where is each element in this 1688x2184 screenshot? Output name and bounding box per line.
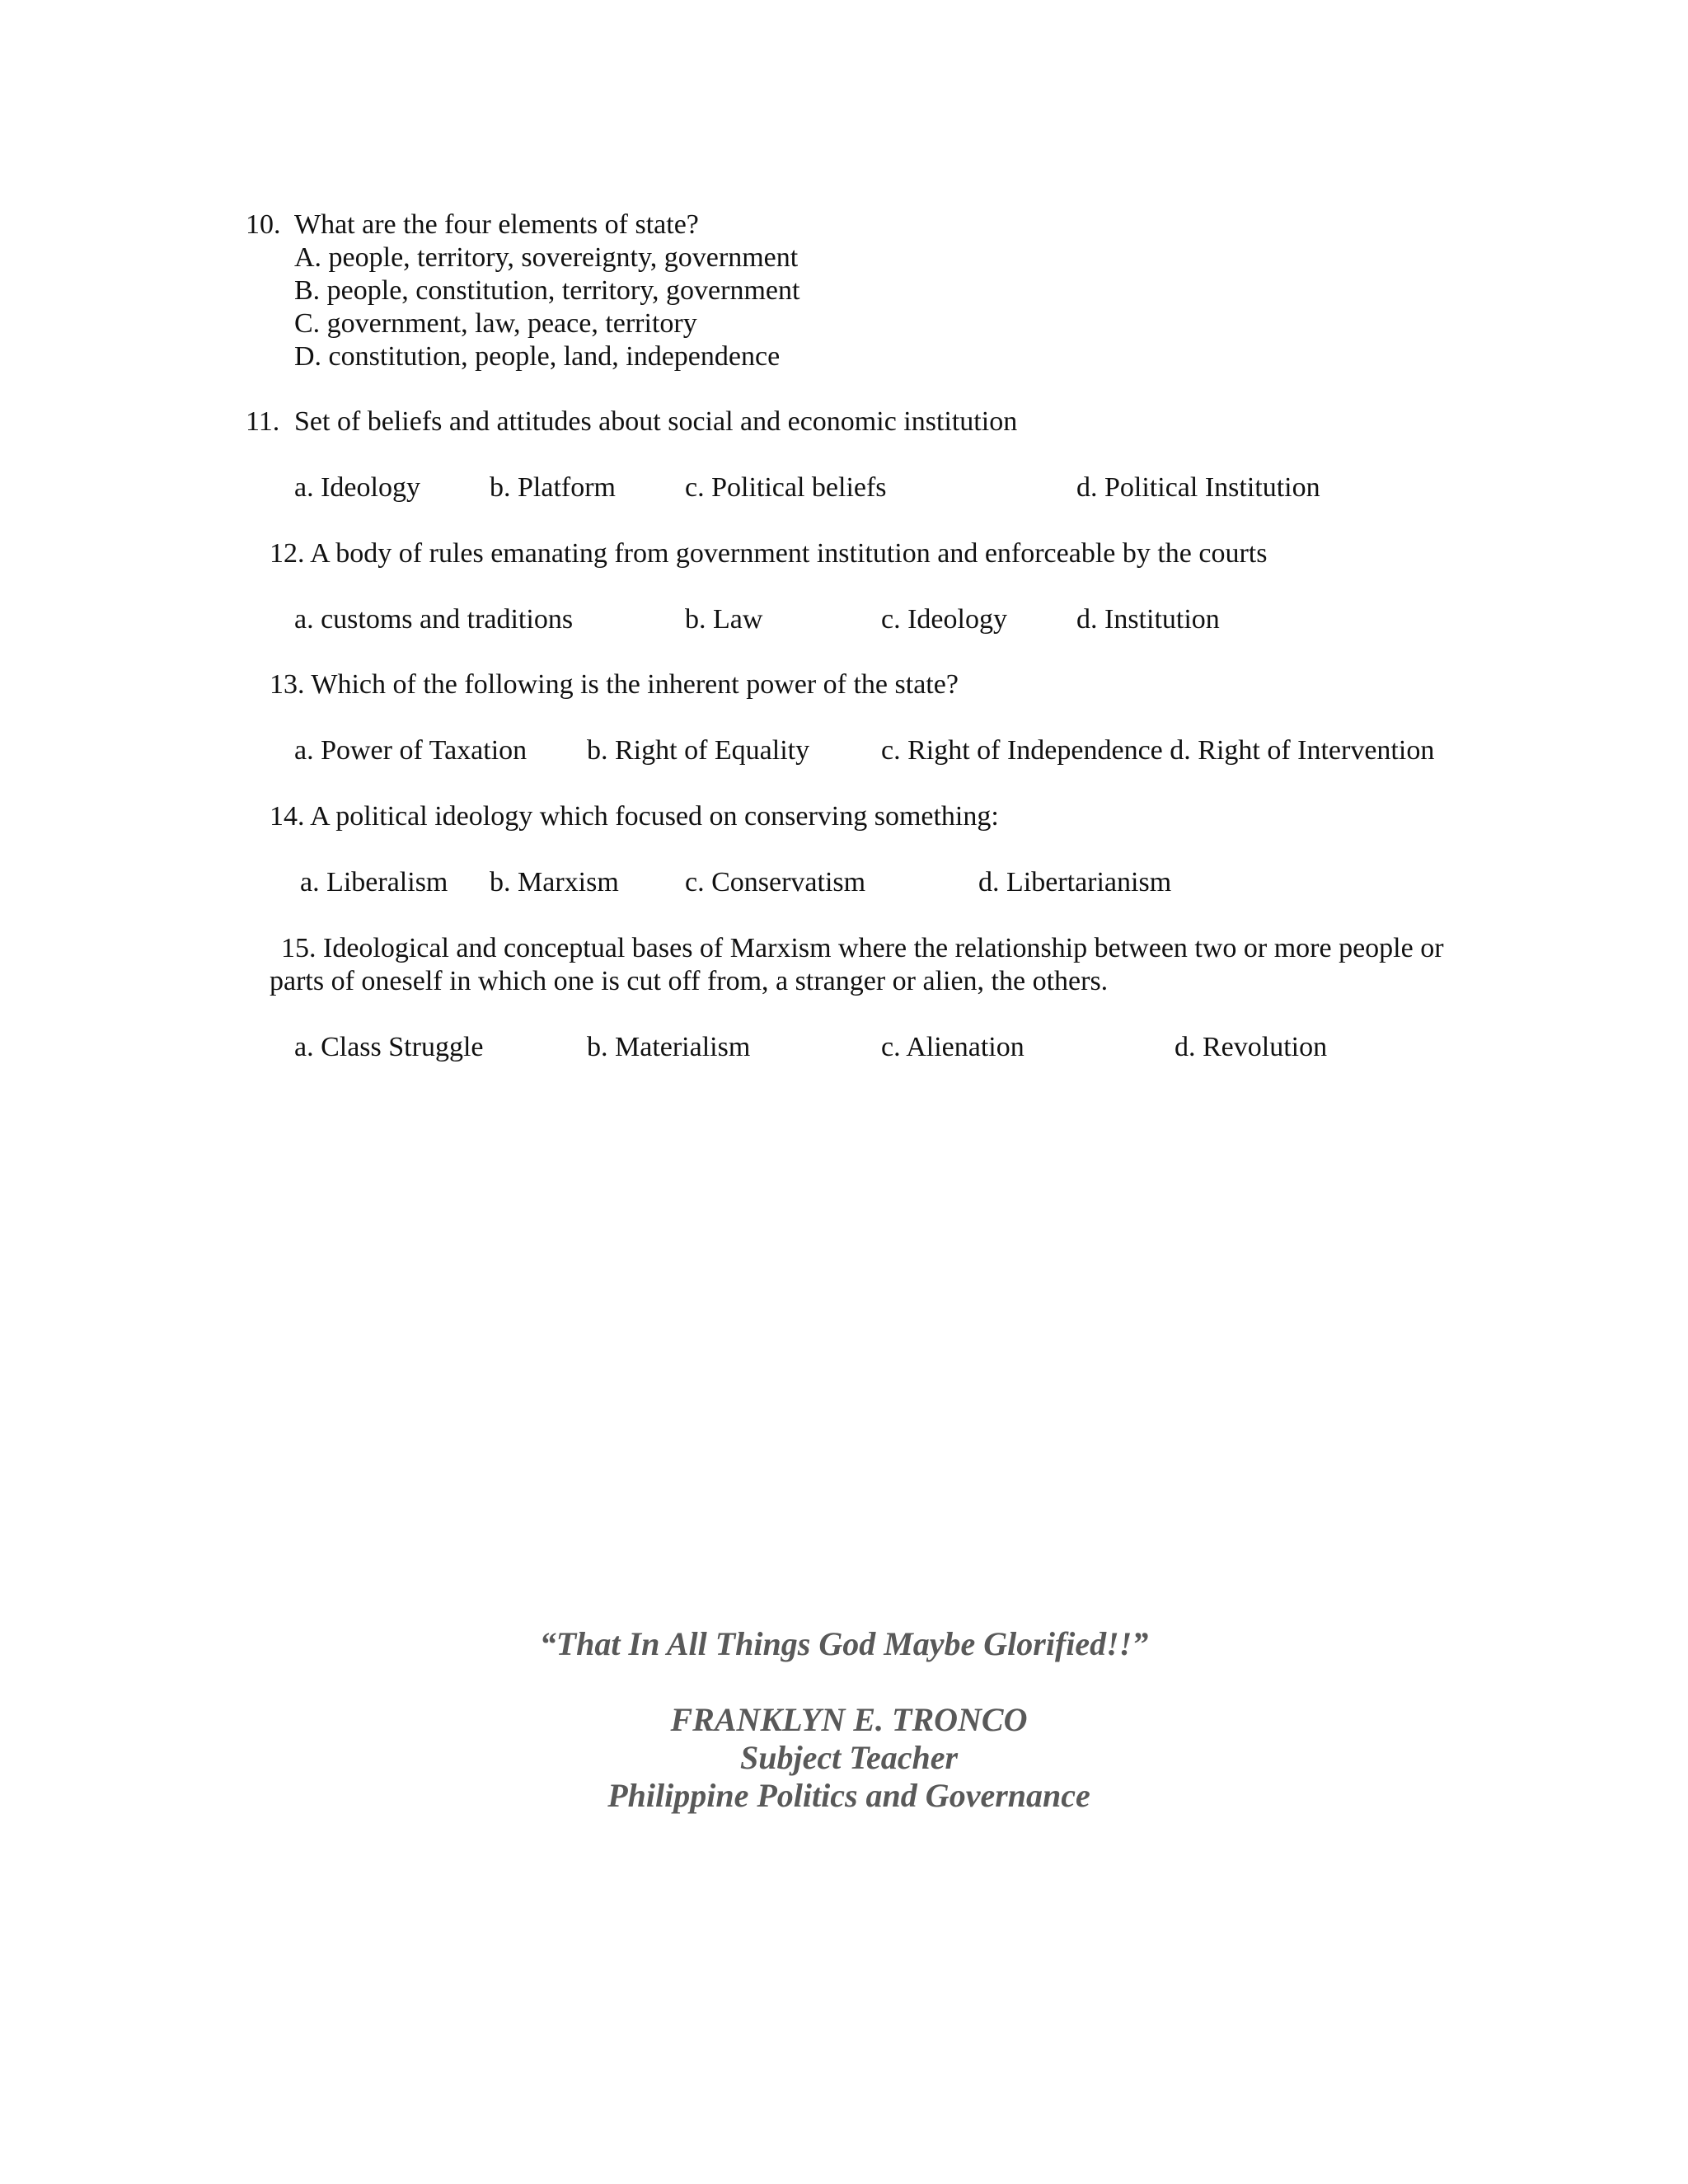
choice-a: a. Liberalism (300, 867, 448, 898)
choice-b: b. Materialism (587, 1032, 751, 1062)
teacher-name: FRANKLYN E. TRONCO (670, 1701, 1028, 1738)
choice-d: d. Institution (1076, 604, 1220, 635)
choice-a: a. customs and traditions (294, 604, 574, 635)
choice-c: C. government, law, peace, territory (294, 308, 697, 339)
question-number: 11. (246, 406, 280, 437)
choice-c: c. Conservatism (685, 867, 866, 898)
choice-d: d. Political Institution (1076, 472, 1320, 503)
choice-c: c. Ideology (881, 604, 1007, 635)
choice-b: b. Marxism (490, 867, 619, 898)
choice-a: a. Power of Taxation (294, 735, 528, 766)
choice-c: c. Political beliefs (685, 472, 887, 503)
question-number: 10. (246, 209, 281, 240)
choice-b: b. Right of Equality (587, 735, 810, 766)
choice-c: c. Alienation (881, 1032, 1025, 1062)
choice-a: a. Ideology (294, 472, 420, 503)
question-text: Set of beliefs and attitudes about social and economic institution (294, 406, 1018, 437)
question-text: 13. Which of the following is the inherent power of the state? (270, 669, 959, 700)
question-text: 12. A body of rules emanating from government institution and enforceable by the courts (270, 538, 1268, 569)
question-text-line-2: parts of oneself in which one is cut off from, a stranger or alien, the others. (270, 966, 1109, 996)
question-text-line-1: 15. Ideological and conceptual bases of Marxism where the relationship between two or more people or (281, 933, 1444, 963)
choice-d: D. constitution, people, land, independence (294, 341, 781, 372)
choice-b: b. Law (685, 604, 763, 635)
choice-d: d. Revolution (1175, 1032, 1328, 1062)
choice-b: B. people, constitution, territory, government (294, 275, 800, 306)
question-text: What are the four elements of state? (294, 209, 699, 240)
choice-a: a. Class Struggle (294, 1032, 484, 1062)
choice-c-d: c. Right of Independence d. Right of Intervention (881, 735, 1435, 766)
subject-name: Philippine Politics and Governance (607, 1777, 1090, 1814)
teacher-role: Subject Teacher (739, 1739, 959, 1776)
choice-d: d. Libertarianism (978, 867, 1172, 898)
choice-a: A. people, territory, sovereignty, government (294, 242, 799, 273)
choice-b: b. Platform (490, 472, 616, 503)
motto: “That In All Things God Maybe Glorified!!” (539, 1625, 1149, 1662)
question-text: 14. A political ideology which focused on conserving something: (270, 801, 999, 832)
